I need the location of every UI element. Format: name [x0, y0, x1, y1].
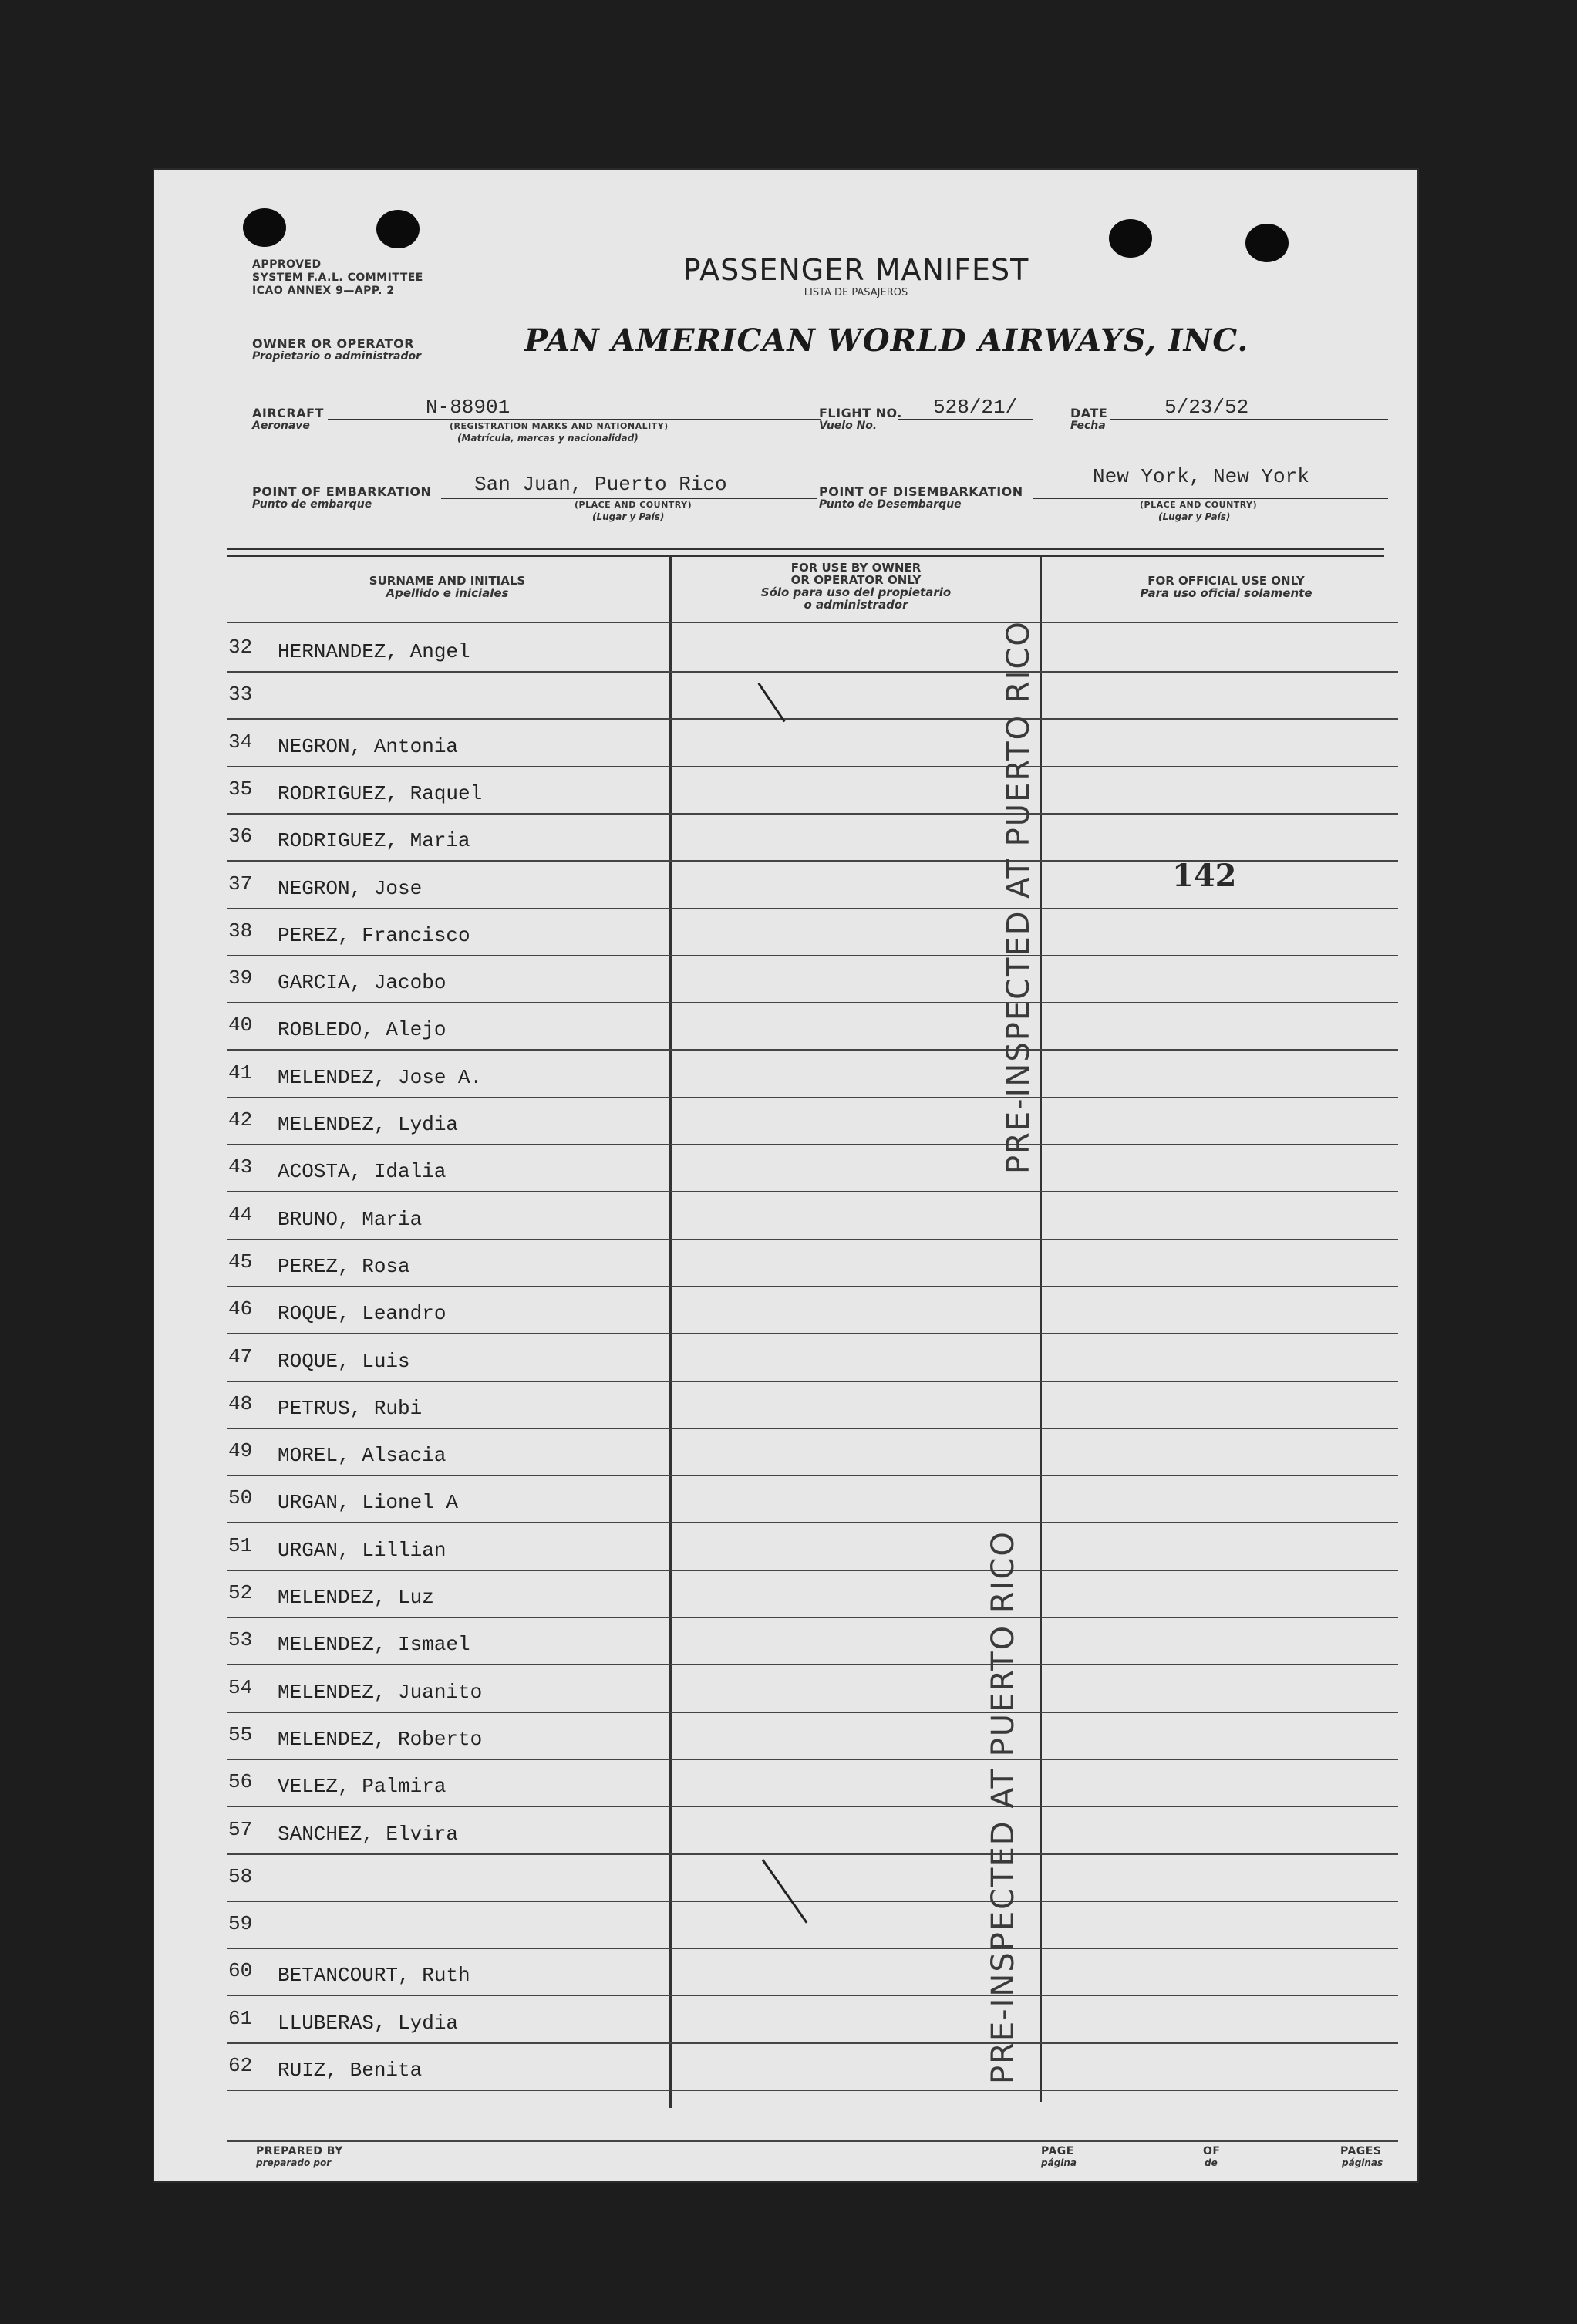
date-value: 5/23/52: [1164, 396, 1249, 419]
row-rule: [227, 1806, 1398, 1807]
row-number: 32: [228, 636, 253, 659]
punch-hole: [1109, 219, 1152, 258]
flight-label: FLIGHT NO.: [819, 406, 902, 420]
passenger-name: NEGRON, Jose: [278, 877, 423, 900]
airline-name: PAN AMERICAN WORLD AIRWAYS, INC.: [524, 322, 1249, 359]
row-number: 45: [228, 1250, 253, 1273]
row-number: 60: [228, 1959, 253, 1982]
row-rule: [227, 1191, 1398, 1192]
passenger-name: BRUNO, Maria: [278, 1208, 423, 1231]
aircraft-underline: [328, 419, 821, 420]
of-label: OF: [1203, 2145, 1221, 2157]
passenger-name: PEREZ, Rosa: [278, 1255, 410, 1278]
row-rule: [227, 1570, 1398, 1571]
row-rule: [227, 955, 1398, 956]
blank-row-mark: [758, 683, 786, 722]
header-bottom-rule: [227, 622, 1398, 623]
disembark-label-spanish: Punto de Desembarque: [819, 498, 962, 511]
disembark-label: POINT OF DISEMBARKATION: [819, 484, 1023, 499]
passenger-name: RUIZ, Benita: [278, 2059, 423, 2082]
row-number: 48: [228, 1392, 253, 1415]
passenger-name: PEREZ, Francisco: [278, 924, 470, 947]
row-rule: [227, 1617, 1398, 1618]
punch-hole: [243, 208, 286, 247]
passenger-name: MOREL, Alsacia: [278, 1444, 446, 1467]
row-rule: [227, 671, 1398, 673]
official-header-text: FOR OFFICIAL USE ONLY: [1147, 574, 1305, 588]
passenger-name: VELEZ, Palmira: [278, 1775, 446, 1798]
row-rule: [227, 1097, 1398, 1098]
row-number: 38: [228, 919, 253, 943]
row-rule: [227, 1522, 1398, 1523]
row-number: 49: [228, 1439, 253, 1462]
surname-header-text: SURNAME AND INITIALS: [369, 574, 526, 588]
owner-label: OWNER OR OPERATOR: [252, 336, 415, 351]
row-number: 39: [228, 966, 253, 990]
row-number: 47: [228, 1345, 253, 1368]
flight-value: 528/21/: [933, 396, 1018, 419]
pages-label: PAGES: [1340, 2145, 1382, 2157]
embark-label-spanish: Punto de embarque: [252, 498, 372, 511]
row-number: 50: [228, 1486, 253, 1509]
passenger-name: SANCHEZ, Elvira: [278, 1823, 459, 1846]
row-number: 59: [228, 1912, 253, 1935]
aircraft-value: N-88901: [426, 396, 511, 419]
row-number: 55: [228, 1723, 253, 1746]
disembark-value: New York, New York: [1093, 465, 1309, 488]
row-number: 54: [228, 1676, 253, 1699]
passenger-name: BETANCOURT, Ruth: [278, 1964, 470, 1987]
row-rule: [227, 1853, 1398, 1855]
row-number: 52: [228, 1581, 253, 1604]
prepared-label: PREPARED BY: [256, 2145, 343, 2157]
row-rule: [227, 1995, 1398, 1996]
punch-hole: [1245, 224, 1289, 262]
row-rule: [227, 1948, 1398, 1949]
row-rule: [227, 1475, 1398, 1476]
passenger-name: ROQUE, Luis: [278, 1350, 410, 1373]
owner-use-column-header: [694, 562, 1018, 611]
row-number: 62: [228, 2054, 253, 2077]
owner-use-header-line-1: FOR USE BY OWNER: [790, 561, 922, 575]
date-underline: [1110, 419, 1388, 420]
disembark-place-note: (PLACE AND COUNTRY): [1140, 500, 1258, 510]
punch-hole: [376, 210, 420, 248]
owner-use-header-spanish-2: o administrador: [804, 598, 908, 612]
aircraft-label: AIRCRAFT: [252, 406, 324, 420]
row-number: 61: [228, 2007, 253, 2030]
preinspection-stamp-upper: PRE-INSPECTED AT PUERTO RICO: [1001, 620, 1036, 1174]
row-rule: [227, 1333, 1398, 1334]
official-use-column-header: [1064, 575, 1388, 599]
preinspection-stamp-lower: PRE-INSPECTED AT PUERTO RICO: [986, 1530, 1021, 2084]
passenger-name: URGAN, Lionel A: [278, 1491, 459, 1514]
row-number: 37: [228, 872, 253, 896]
row-rule: [227, 1286, 1398, 1287]
disembark-underline: [1033, 498, 1388, 499]
row-number: 53: [228, 1628, 253, 1651]
flight-underline: [898, 419, 1033, 420]
column-divider-2: [1040, 555, 1042, 2102]
row-number: 57: [228, 1818, 253, 1841]
form-title: PASSENGER MANIFEST: [682, 253, 1029, 287]
row-number: 42: [228, 1108, 253, 1132]
row-rule: [227, 766, 1398, 767]
row-number: 41: [228, 1061, 253, 1084]
column-divider-1: [669, 555, 672, 2108]
embark-label: POINT OF EMBARKATION: [252, 484, 432, 499]
page-label: PAGE: [1041, 2145, 1074, 2157]
pages-label-spanish: páginas: [1342, 2157, 1383, 2168]
date-label-spanish: Fecha: [1070, 420, 1106, 432]
row-rule: [227, 2042, 1398, 2044]
passenger-name: MELENDEZ, Ismael: [278, 1633, 470, 1656]
official-number: 142: [1172, 858, 1237, 894]
row-number: 40: [228, 1014, 253, 1037]
prepared-label-spanish: preparado por: [256, 2157, 332, 2168]
embark-value: San Juan, Puerto Rico: [474, 473, 727, 496]
passenger-name: GARCIA, Jacobo: [278, 971, 446, 994]
official-header-spanish: Para uso oficial solamente: [1140, 586, 1312, 600]
passenger-name: LLUBERAS, Lydia: [278, 2012, 459, 2035]
row-rule: [227, 813, 1398, 815]
row-number: 35: [228, 777, 253, 801]
surname-header-spanish: Apellido e iniciales: [386, 586, 509, 600]
owner-label-spanish: Propietario o administrador: [252, 350, 422, 363]
aircraft-label-spanish: Aeronave: [252, 420, 310, 432]
registration-note-spanish: (Matrícula, marcas y nacionalidad): [457, 433, 639, 444]
table-top-rule: [227, 548, 1384, 557]
row-rule: [227, 908, 1398, 909]
row-rule: [227, 1049, 1398, 1051]
approval-line-3: ICAO ANNEX 9—APP. 2: [252, 285, 395, 297]
row-number: 33: [228, 683, 253, 706]
passenger-name: ROQUE, Leandro: [278, 1302, 446, 1325]
passenger-name: MELENDEZ, Roberto: [278, 1728, 483, 1751]
footer-rule: [227, 2140, 1398, 2142]
row-rule: [227, 2090, 1398, 2091]
passenger-name: PETRUS, Rubi: [278, 1397, 423, 1420]
passenger-name: HERNANDEZ, Angel: [278, 640, 470, 663]
row-rule: [227, 1239, 1398, 1240]
passenger-name: URGAN, Lillian: [278, 1539, 446, 1562]
owner-use-header-spanish-1: Sólo para uso del propietario: [760, 585, 952, 599]
blank-row-mark: [762, 1859, 808, 1924]
approval-line-2: SYSTEM F.A.L. COMMITTEE: [252, 272, 423, 284]
row-rule: [227, 718, 1398, 720]
row-rule: [227, 1759, 1398, 1760]
row-number: 34: [228, 730, 253, 754]
embark-underline: [441, 498, 817, 499]
passenger-name: MELENDEZ, Luz: [278, 1586, 434, 1609]
of-label-spanish: de: [1205, 2157, 1218, 2168]
row-number: 56: [228, 1770, 253, 1793]
owner-use-header-line-2: OR OPERATOR ONLY: [790, 573, 922, 587]
row-number: 58: [228, 1865, 253, 1888]
flight-label-spanish: Vuelo No.: [819, 420, 878, 432]
row-rule: [227, 1144, 1398, 1145]
passenger-name: NEGRON, Antonia: [278, 735, 459, 758]
page-label-spanish: página: [1041, 2157, 1077, 2168]
row-number: 46: [228, 1297, 253, 1321]
passenger-name: MELENDEZ, Juanito: [278, 1681, 483, 1704]
row-rule: [227, 1712, 1398, 1713]
row-rule: [227, 1002, 1398, 1003]
row-rule: [227, 1381, 1398, 1382]
surname-column-header: [266, 575, 628, 599]
row-number: 36: [228, 825, 253, 848]
passenger-name: RODRIGUEZ, Raquel: [278, 782, 483, 805]
embark-place-note: (PLACE AND COUNTRY): [575, 500, 692, 510]
approval-line-1: APPROVED: [252, 258, 322, 271]
form-title-spanish: LISTA DE PASAJEROS: [804, 287, 908, 299]
passenger-name: MELENDEZ, Jose A.: [278, 1066, 483, 1089]
row-number: 43: [228, 1155, 253, 1179]
passenger-name: ROBLEDO, Alejo: [278, 1018, 446, 1041]
embark-place-note-spanish: (Lugar y País): [592, 511, 665, 522]
row-number: 51: [228, 1534, 253, 1557]
disembark-place-note-spanish: (Lugar y País): [1158, 511, 1231, 522]
row-rule: [227, 1901, 1398, 1902]
row-rule: [227, 1664, 1398, 1665]
passenger-name: ACOSTA, Idalia: [278, 1160, 446, 1183]
row-rule: [227, 1428, 1398, 1429]
registration-note: (REGISTRATION MARKS AND NATIONALITY): [450, 421, 669, 431]
manifest-sheet: [154, 170, 1417, 2181]
passenger-name: RODRIGUEZ, Maria: [278, 829, 470, 852]
row-number: 44: [228, 1203, 253, 1226]
date-label: DATE: [1070, 406, 1108, 420]
passenger-name: MELENDEZ, Lydia: [278, 1113, 459, 1136]
